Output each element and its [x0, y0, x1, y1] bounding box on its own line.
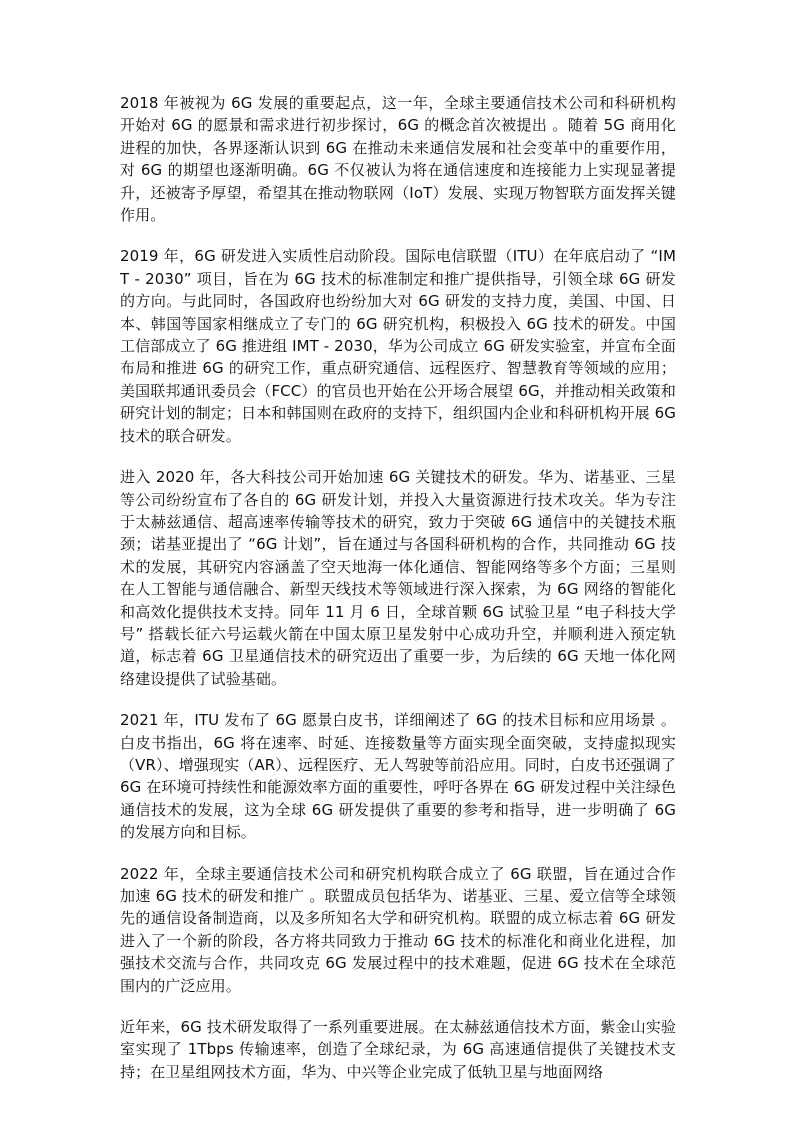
paragraph-2019: 2019 年，6G 研发进入实质性启动阶段。国际电信联盟（ITU）在年底启动了 “IMT - 2030” 项目，旨在为 6G 技术的标准制定和推广提供指导，引领全球 6G 研发的方向。与此同时，各国政府也纷纷加大对 6G 研发的支持力度，美国、中国、日本、韩国等国家相继成立了专门的 6G 研究机构，积极投入 6G 技术的研发。中国工信部成立了 6G 推进组 IMT - 2030，华为公司成立 6G 研发实验室，并宣布全面布局和推进 6G 的研究工作，重点研究通信、远程医疗、智慧教育等领域的应用；美国联邦通讯委员会（FCC）的官员也开始在公开场合展望 6G，并推动相关政策和研究计划的制定；日本和韩国则在政府的支持下，组织国内企业和科研机构开展 6G 技术的联合研发。 — [120, 247, 676, 445]
document-body — [120, 92, 676, 1102]
paragraph-2020: 进入 2020 年，各大科技公司开始加速 6G 关键技术的研发。华为、诺基亚、三星等公司纷纷宣布了各自的 6G 研发计划，并投入大量资源进行技术攻关。华为专注于太赫兹通信、超高速率传输等技术的研究，致力于突破 6G 通信中的关键技术瓶颈；诺基亚提出了 “6G 计划”，旨在通过与各国科研机构的合作，共同推动 6G 技术的发展，其研究内容涵盖了空天地海一体化通信、智能网络等多个方面；三星则在人工智能与通信融合、新型天线技术等领域进行深入探索，为 6G 网络的智能化和高效化提供技术支持。同年 11 月 6 日，全球首颗 6G 试验卫星 “电子科技大学号” 搭载长征六号运载火箭在中国太原卫星发射中心成功升空，并顺利进入预定轨道，标志着 6G 卫星通信技术的研究迈出了重要一步，为后续的 6G 天地一体化网络建设提供了试验基础。 — [120, 468, 676, 688]
paragraph-2021: 2021 年，ITU 发布了 6G 愿景白皮书，详细阐述了 6G 的技术目标和应用场景 。白皮书指出，6G 将在速率、时延、连接数量等方面实现全面突破，支持虚拟现实（VR）、增强现实（AR）、远程医疗、无人驾驶等前沿应用。同时，白皮书还强调了 6G 在环境可持续性和能源效率方面的重要性，呼吁各界在 6G 研发过程中关注绿色通信技术的发展，这为全球 6G 研发提供了重要的参考和指导，进一步明确了 6G 的发展方向和目标。 — [120, 711, 676, 842]
paragraph-recent-progress: 近年来，6G 技术研发取得了一系列重要进展。在太赫兹通信技术方面，紫金山实验室实现了 1Tbps 传输速率，创造了全球纪录，为 6G 高速通信提供了关键技术支持；在卫星组网技术方面，华为、中兴等企业完成了低轨卫星与地面网络 — [120, 1018, 676, 1081]
paragraph-2018: 2018 年被视为 6G 发展的重要起点，这一年，全球主要通信技术公司和科研机构开始对 6G 的愿景和需求进行初步探讨，6G 的概念首次被提出 。随着 5G 商用化进程的加快，各界逐渐认识到 6G 在推动未来通信发展和社会变革中的重要作用，对 6G 的期望也逐渐明确。6G 不仅被认为将在通信速度和连接能力上实现显著提升，还被寄予厚望，希望其在推动物联网（IoT）发展、实现万物智联方面发挥关键作用。 — [120, 94, 676, 225]
paragraph-2022: 2022 年，全球主要通信技术公司和研究机构联合成立了 6G 联盟，旨在通过合作加速 6G 技术的研发和推广 。联盟成员包括华为、诺基亚、三星、爱立信等全球领先的通信设备制造商，以及多所知名大学和研究机构。联盟的成立标志着 6G 研发进入了一个新的阶段，各方将共同致力于推动 6G 技术的标准化和商业化进程，加强技术交流与合作，共同攻克 6G 发展过程中的技术难题，促进 6G 技术在全球范围内的广泛应用。 — [120, 864, 676, 995]
